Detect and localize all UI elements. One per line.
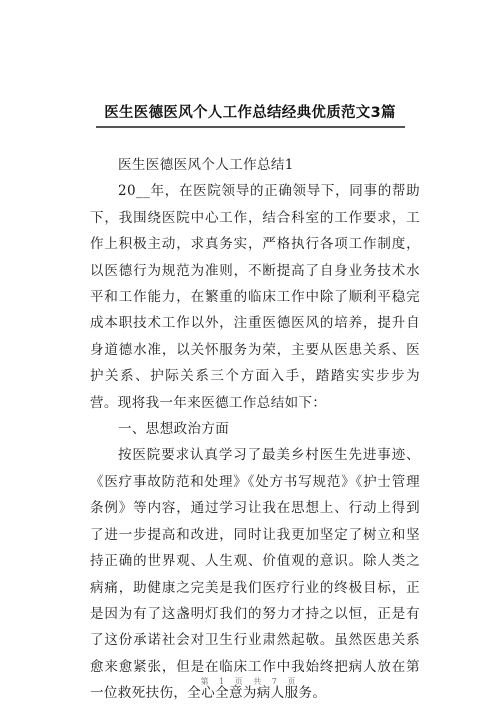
document-title: 医生医德医风个人工作总结经典优质范文3篇	[104, 105, 396, 121]
title-divider	[96, 126, 405, 128]
body-paragraph-2: 按医院要求认真学习了最美乡村医生先进事迹、《医疗事故防范和处理》《处方书写规范》《护士管理条例》等内容，通过学习让我在思想上、行动上得到了进一步提高和改进，同时让我更加坚定了树立和坚持正确的世界观、人生观、价值观的意识。除人类之病痛，助健康之完美是我们医疗行业的终极目标，正是因为有了这盏明灯我们的努力才持之以恒，正是有了这份承诺社会对卫生行业肃然起敬。虽然医患关系愈来愈紧张，但是在临床工作中我始终把病人放在第一位救死扶伤，全心全意为病人服务。	[90, 447, 420, 702]
page-footer: 第 1 页 共 7 页	[200, 677, 300, 686]
section-heading: 医生医德医风个人工作总结1	[118, 157, 294, 173]
document-body	[90, 152, 420, 707]
body-paragraph-1: 20__年，在医院领导的正确领导下，同事的帮助下，我围绕医院中心工作，结合科室的工作要求，工作上积极主动，求真务实，严格执行各项工作制度，以医德行为规范为准则，不断提高了自身业务技术水平和工作能力，在繁重的临床工作中除了顺利平稳完成本职技术工作以外，注重医德医风的培养，提升自身道德水准，以关怀服务为荣，主要从医患关系、医护关系、护际关系三个方面入手，踏踏实实步步为营。现将我一年来医德工作总结如下：	[90, 183, 420, 411]
subheading-political: 一、思想政治方面	[118, 421, 230, 438]
